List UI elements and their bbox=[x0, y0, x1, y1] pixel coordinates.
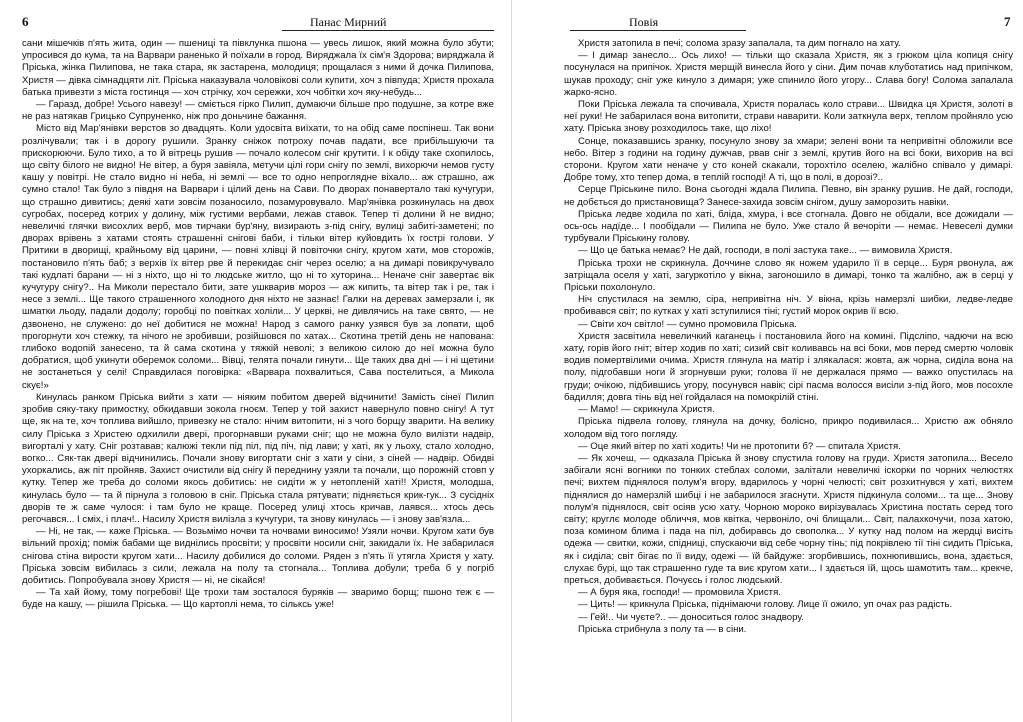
paragraph: — Цить! — крикнула Пріська, піднімаючи голову. Лице її ожило, уп очах раз радість. bbox=[578, 599, 953, 611]
paragraph: — Гей!.. Чи чуєте?.. — доноситься голос знадвору. bbox=[578, 611, 804, 623]
paragraph: Христя затопила в печі; солома зразу запалала, та дим погнало на хату. bbox=[578, 38, 901, 49]
paragraph: — Ні, не так, — каже Пріська. — Возьмімо ночви та ночвами виносимо! Узяли ночви. Кругом хати був вільний прохід; поміж бабами ще виднілись просвіти; у просвіти носили сніг, закидали їх. Не забарилася снігова стіна вирости кругом хати... Насилу добилися до соломи. Ряден з п'ять її утягла Христя у хату. Пріська зовсім вибилась з сили, лежала на полу та стогнала... Топлива добули; треба б у погріб добитись. Попробувала знову Христя — ні, не сікайся! bbox=[22, 526, 494, 586]
left-page-number: 6 bbox=[22, 14, 29, 29]
paragraph: Пріська стрибнула з полу та — в сіни. bbox=[578, 623, 747, 635]
right-header-rule bbox=[570, 30, 746, 31]
paragraph: Місто від Мар'янівки верстов зо двадцять. Коли удосвіта виїхати, то на обід саме поспінеш. Так вони розлічували; так і в дорогу рушили. Зранку сніжок потроху почав падати, все прибільшуючи та прискорюючи. Було тихо, а то й вітрець рушив — почало колесом сніг крутити. І к обіду таке схопилось, що світу білого не видно! Не вітер, а буря завіяла, метучи цілі гори снігу по землі, вихорючи немов густу кашу у повітрі. Не стало видно ні неба, ні землі — все то одно непроглядне віхало... аж страшно, аж сумно стало! Так було з півдня на Варвари і цілий день на Сави. По дворах понавертало такі кучугури, що страшно дивитись; деякі хати зовсім позаносило, позамуровувало. Мар'янівка розкинулась на двох сугробах, посеред котрих у долину, між густими вербами, лежав ставок. Тепер ті долини й не видно; невеличкі глячки висохлих верб, мов тирчаки бур'яну, визирають з-під снігу, вулиці забиті-заметені; по дворах врівень з хатами стоять страшенні снігові баби, і тільки вітер куйовдить їх гострі голови. У Притики в дворищі, крайньому від царини, — повні хлівці й повіточки снігу, кругом хати, мов сторожів, постановило п'ять баб; з верхів їх вітер рве й перекидає сніг через оселю; а на димарі повикручувало такі кудлаті барани — ні з ніхто, що ні то людське житло, що ні то хуторина... Неначе сніг завертає вік кучугуру снігу?.. На Миколи перестало бити, зате ушкварив мороз — аж кипить, та вітер так і ре, так і несе з землі... Ще такого страшенного холодного дня ніхто не зазнає! Галки на деревах замерзали і, як шматки льоду, падали додолу; горобці по повітках холіли... У церкві, не дивлячись на таке свято, — не дзвонено, не служено: до неї добитися не можна! Народ з самого ранку узявся був за лопати, щоб прогорнути хоч стежку, та нічого не зробивши, розійшовся по хатах... Скотина третій день не напована: глибоко водопій занесено, та й сама скотина у тяжкій неволі; з великою силою до неї можна було добратися, щоб укинути оберемок соломи... Вівці, телята почали гинути... Ще таких два дні — і ні щетини не зостанеться у селі! Справдилася поговірка: «Варвара похвалиться, Сава постелиться, а Микола скує!» bbox=[22, 123, 494, 391]
left-page-text bbox=[22, 38, 494, 612]
paragraph: — Та хай йому, тому погребові! Ще трохи там зосталося буряків — зваримо борщ; пшоно теж є — буде на кашу, — рішила Пріська. — Що картоплі нема, то сільксь уже! bbox=[22, 587, 494, 611]
right-running-head: Повія bbox=[629, 15, 659, 29]
paragraph: — А буря яка, господи! — промовила Христя. bbox=[578, 587, 781, 599]
left-running-head: Панас Мирний bbox=[310, 15, 387, 29]
right-page-number: 7 bbox=[1004, 14, 1011, 29]
paragraph: Ніч спустилася на землю, сіра, непривітна ніч. У вікна, крізь намерзлі шибки, ледве-ледве пробивався світ; по кутках у хаті зступилися тіні; густий морок окрив її всю. bbox=[564, 294, 1013, 318]
paragraph: Пріська трохи не скрикнула. Доччине слово як ножем ударило її в серце... Буря рвонула, аж затріщала оселя у хаті, загуркотіло у вікна, загоношило в димарі, тонко та жалібно, аж в серці у Пріськи похолонуло. bbox=[564, 257, 1013, 294]
paragraph: — Гаразд, добре! Усього навезу! — сміється гірко Пилип, думаючи більше про подушне, за котре вже не раз натякав Грицько Супруненко, ніж про доньчине бажання. bbox=[22, 99, 494, 123]
paragraph: — І димар занесло... Ось лихо! — тільки що сказала Христя, як з грюком ціла копиця снігу посунулася на припічок. Христя мерщій винесла його у сіни. Дим почав клуботатись над припічком, шукав проходу; сніг уже кинуло з димаря; уже спинило його угору... Слава богу! Солома запалала жарко-ясно. bbox=[564, 50, 1013, 98]
paragraph: Христя засвітила невеличкий каганець і постановила його на комині. Підсліпо, чадючи на всю хату, горів його гніт; вітер ходив по хаті; сизий світ коливавсь на всі боки, мов перед смертю чоловік водив помертвілими очима. Христя глянула на матір і злякалася: жовта, аж чорна, сиділа вона на полу, підгобавши ноги й згорнувши руки; голова її не держалася прямо — важко опустилась на груди; очікою, підбившись угору, посунувся навік; сірі пасма волосся висіли з-під його, мов посохле бадилля; довга тінь від неї гойдалася на помокрілій стіні. bbox=[564, 330, 1013, 403]
left-header-rule bbox=[282, 30, 494, 31]
paragraph: Поки Пріська лежала та спочивала, Христя поралась коло страви... Швидка ця Христя, золоті в неї руки! Не забарилася вона витопити, страви наварити. Коли заткнула верх, теплом пройняло усю хату. Пріська знову розходилось таке, що ліхо! bbox=[564, 99, 1013, 135]
paragraph: — Оце який вітер по хаті ходить! Чи не протопити б? — спитала Христя. bbox=[578, 440, 901, 452]
right-page-text bbox=[564, 38, 1013, 636]
right-page bbox=[512, 0, 1023, 722]
paragraph: Пріська ледве ходила по хаті, бліда, хмура, і все стогнала. Довго не обідали, все дожидали — ось-ось надїде... І пообідали — Пилипа не було. Уже стало й вечоріти — немає. Невеселі думки турбували Пріськину голову. bbox=[564, 208, 1013, 245]
paragraph: Кинулась ранком Пріська вийти з хати — ніяким побитом дверей відчинити! Замість сінеї Пилип зробив сяку-таку примостку, обкидавши зокола гноєм. Тепер у той захист навернуло повно снігу! А тут ще, як на те, хоч топлива вийшло, привезку не стало: нічим витопити, ні з чого борщу зварити. На велику силу Пріська з Христею одхилили двері, прогорнавши руками сніг; що не можна було вилізти надвір, вигорталі у хату. Сніг розтавав; калюжі текли під піл, під піч, під лави; у хаті, як у льоху, стало холодно, вогко... Сяк-так двері відчинились. Почали знову вигортати сніг з хати у сіни, з сіней — надвір. Обидві ухоркались, аж піт пройняв. Захист очистили від снігу й переднину узяли та почали, що порожній стовп у кутку. Тепер же треба до соломи якось добитись: не сидіти ж у нетопленій хаті!! Христя, молодша, кинулась було — та й пірнула з головою в сніг. Пріська стала рятувати; підняється крик-гук... З сусідніх дворів те ж саме чулося: і там було не краще. Посеред улиці хтось кричав, лаявся... хтось десь регочався... І сміх, і плач!.. Насилу Христя вилізла з кучугури, та знову кинулась — і знову зав'язла... bbox=[22, 391, 494, 525]
paragraph: — Що це батька немає? Не дай, господи, в полі застука таке... — вимовила Христя. bbox=[578, 245, 953, 257]
paragraph: Серце Пріськине пило. Вона сьогодні ждала Пилипа. Певно, він зранку рушив. Не дай, господи, не добється до пристановища? Занесе-захида зовсім снігом, душу заморозить навіки. bbox=[564, 184, 1013, 208]
paragraph: — Як хочеш, — одказала Пріська й знову спустила голову на груди. Христя затопила... Весело забігали ясні вогники по тонких стеблах соломи, залітали невеличкі іскорки по чорних челюстях печі; вихтем піднялося полум'я вгору, вдарилось у чорні челюсті; світ розхитнувся у хаті, вихтем піднялися до намерзлій шибці і не забарилося згаснути. Христя підкинула соломи... та ще... Знову полум'я піднялося, світ осіяв усю хату. Чорною мороко вирізувалась Христина постать серед того світу; круглє молоде обличчя, мов квітка, червоніло, очі блищали... Світ, палахкочучи, поза хатою, поза комином блима і пада на піл, добиравсь до свополка... У кутку над полом на жердці висіть одежа — свитки, кожи, спідниці, спускаючи від себе чорну тінь; під покрівлею тії тіні сидить Пріська, як і сиділа; світ бігає по її виду, одежі — їй байдуже: згорбившись, похнюпившись, вона, здається, слухає бурі, що так страшенно гуде та виє кругом хати... І здається їй, щось шамотить там... крекче, преться, добивається. Почуєсь і голос людський. bbox=[564, 452, 1013, 586]
paragraph: Пріська підвела голову, глянула на дочку, болісно, прикро подивилася... Христю аж обняло холодом від того погляду. bbox=[564, 416, 1013, 440]
paragraph: — Мамо! — скрикнула Христя. bbox=[578, 404, 715, 416]
paragraph: сани мішечків п'ять жита, один — пшениці та півклунка пшона — увесь лишок, який можна було збути; упросився до кума, та на Варвари раненько й поїхали в город. Виряджала їх сім'я Здорова; виряджала й Пріська, жінка Пилипова, не така стара, як застарена, молодиця; прощалася з ними й дочка Пилипова, Христя — дівка сімнадцяти літ. Пріська наказувала чоловікові соли купити, хоч з півпуда; Христя прохала батька привезти з міста гостинця — хоч стрічку, хоч сережки, хоч чобітки хоч яку-небудь... bbox=[22, 38, 494, 98]
paragraph: — Світи хоч світло! — сумно промовила Пріська. bbox=[578, 318, 797, 330]
paragraph: Сонце, показавшись зранку, посунуло знову за хмари; зелені вони та непривітні обложили все небо. Вітер з години на годину дужчав, рвав сніг з землі, крутив його на всі боки, вихорив на всі сторони. Кругом хати неначе у сто коней скакали, торохтіло оселею, жалібно співало у димарі. Добре тому, хто тепер дома, в теплій господі! А ті, що в полі, в дорозі?.. bbox=[564, 135, 1013, 184]
